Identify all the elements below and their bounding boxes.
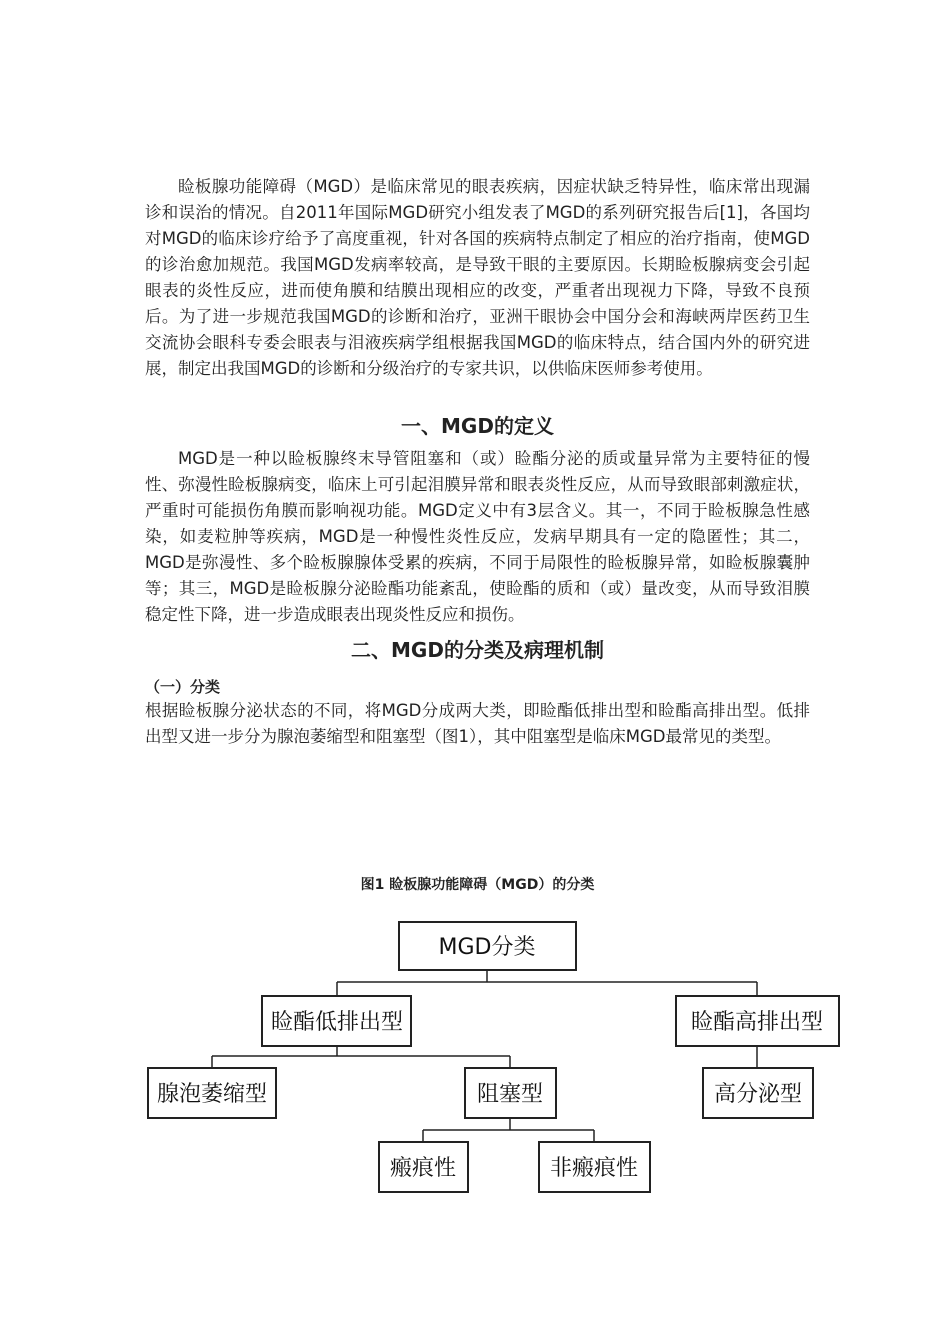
node-low-excretion [262, 996, 411, 1046]
node-acinar-atrophy-label: 腺泡萎缩型 [156, 1082, 268, 1107]
node-hypersecretory [703, 1068, 813, 1118]
node-obstructive-label: 阻塞型 [476, 1082, 544, 1107]
node-low-excretion-label: 睑酯低排出型 [270, 1010, 404, 1035]
node-mgd-classification-label: MGD分类 [438, 935, 536, 960]
node-high-excretion [676, 996, 839, 1046]
node-noncicatricial-label: 非瘢痕性 [549, 1156, 639, 1181]
section2-body: 根据睑板腺分泌状态的不同，将MGD分成两大类，即睑酯低排出型和睑酯高排出型。低排出型又进一步分为腺泡萎缩型和阻塞型（图1），其中阻塞型是临床MGD最常见的类型。 [145, 701, 810, 746]
intro-paragraph: 睑板腺功能障碍（MGD）是临床常见的眼表疾病，因症状缺乏特异性，临床常出现漏诊和误治的情况。自2011年国际MGD研究小组发表了MGD的系列研究报告后[1]，各国均对MGD的临床诊疗给予了高度重视，针对各国的疾病特点制定了相应的治疗指南，使MGD的诊治愈加规范。我国MGD发病率较高，是导致干眼的主要原因。长期睑板腺病变会引起眼表的炎性反应，进而使角膜和结膜出现相应的改变，严重者出现视力下降，导致不良预后。为了进一步规范我国MGD的诊断和治疗，亚洲干眼协会中国分会和海峡两岸医药卫生交流协会眼科专委会眼表与泪液疾病学组根据我国MGD的临床特点，结合国内外的研究进展，制定出我国MGD的诊断和分级治疗的专家共识，以供临床医师参考使用。 [145, 177, 810, 378]
node-cicatricial [379, 1142, 468, 1192]
section1-body: MGD是一种以睑板腺终末导管阻塞和（或）睑酯分泌的质或量异常为主要特征的慢性、弥漫性睑板腺病变，临床上可引起泪膜异常和眼表炎性反应，从而导致眼部刺激症状，严重时可能损伤角膜而影响视功能。MGD定义中有3层含义。其一，不同于睑板腺急性感染，如麦粒肿等疾病，MGD是一种慢性炎性反应，发病早期具有一定的隐匿性；其二，MGD是弥漫性、多个睑板腺腺体受累的疾病，不同于局限性的睑板腺异常，如睑板腺囊肿等；其三，MGD是睑板腺分泌睑酯功能紊乱，使睑酯的质和（或）量改变，从而导致泪膜稳定性下降，进一步造成眼表出现炎性反应和损伤。 [145, 449, 810, 624]
node-acinar-atrophy [148, 1068, 276, 1118]
section2-title: 二、MGD的分类及病理机制 [351, 638, 604, 662]
section1-title: 一、MGD的定义 [401, 414, 554, 438]
node-noncicatricial [539, 1142, 650, 1192]
node-mgd-classification [399, 922, 576, 970]
node-cicatricial-label: 瘢痕性 [389, 1156, 457, 1181]
node-high-excretion-label: 睑酯高排出型 [690, 1010, 824, 1035]
node-hypersecretory-label: 高分泌型 [713, 1082, 803, 1107]
figure-caption: 图1 睑板腺功能障碍（MGD）的分类 [360, 877, 595, 893]
node-obstructive [465, 1068, 556, 1118]
section2-subheading: （一）分类 [145, 678, 221, 696]
